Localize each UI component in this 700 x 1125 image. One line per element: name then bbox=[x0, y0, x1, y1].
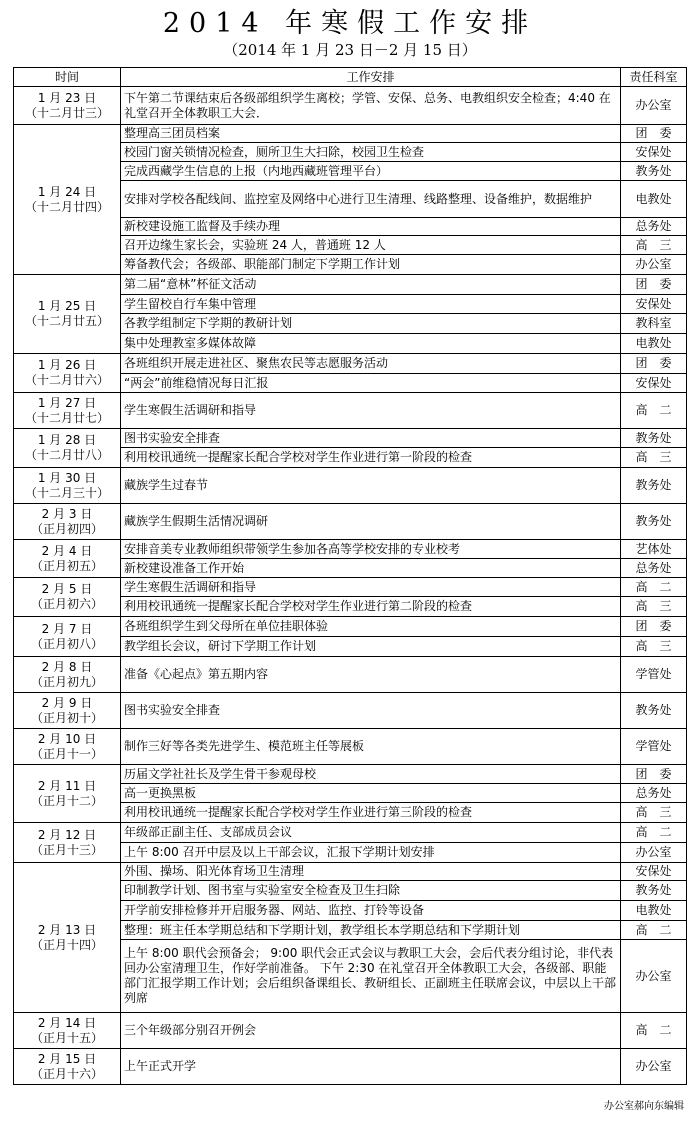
dept-cell: 教务处 bbox=[621, 693, 687, 729]
dept-cell: 办公室 bbox=[621, 87, 687, 125]
date-solar: 2 月 7 日 bbox=[41, 621, 93, 636]
date-solar: 1 月 23 日 bbox=[37, 90, 97, 105]
task-cell: 印制教学计划、图书室与实验室安全检查及卫生扫除 bbox=[121, 881, 621, 901]
table-row bbox=[14, 657, 687, 693]
date-lunar: （正月十五） bbox=[30, 1030, 103, 1045]
footer-editor: 办公室郝向东编辑 bbox=[604, 1101, 684, 1112]
table-row bbox=[14, 504, 687, 540]
task-cell: 学生寒假生活调研和指导 bbox=[121, 393, 621, 429]
date-cell bbox=[14, 823, 121, 863]
table-row bbox=[14, 617, 687, 637]
task-cell: 开学前安排检修并开启服务器、网站、监控、打铃等设备 bbox=[121, 901, 621, 921]
dept-cell: 团 委 bbox=[621, 765, 687, 784]
dept-cell: 教务处 bbox=[621, 468, 687, 504]
date-lunar: （正月初五） bbox=[30, 558, 103, 573]
date-cell bbox=[14, 125, 121, 275]
dept-cell: 团 委 bbox=[621, 275, 687, 295]
task-cell: 上午正式开学 bbox=[121, 1049, 621, 1085]
task-cell: 集中处理教室多媒体故障 bbox=[121, 334, 621, 354]
task-cell: 安排对学校各配线间、监控室及网络中心进行卫生清理、线路整理、设备维护，数据维护 bbox=[121, 181, 621, 218]
date-solar: 2 月 9 日 bbox=[41, 695, 93, 710]
date-cell bbox=[14, 429, 121, 468]
table-row bbox=[14, 354, 687, 374]
dept-cell: 艺体处 bbox=[621, 540, 687, 559]
date-cell bbox=[14, 765, 121, 823]
task-cell: 三个年级部分别召开例会 bbox=[121, 1013, 621, 1049]
dept-cell: 学管处 bbox=[621, 657, 687, 693]
dept-cell: 高 二 bbox=[621, 393, 687, 429]
date-cell bbox=[14, 578, 121, 617]
date-cell bbox=[14, 540, 121, 578]
table-row bbox=[14, 1013, 687, 1049]
task-cell: 教学组长会议，研讨下学期工作计划 bbox=[121, 637, 621, 657]
page-subtitle: （2014 年 1 月 23 日－2 月 15 日） bbox=[223, 41, 477, 59]
dept-cell: 高 三 bbox=[621, 448, 687, 468]
date-lunar: （正月十三） bbox=[30, 842, 103, 857]
task-cell: 利用校讯通统一提醒家长配合学校对学生作业进行第三阶段的检查 bbox=[121, 803, 621, 823]
date-solar: 2 月 15 日 bbox=[37, 1051, 97, 1066]
table-row bbox=[14, 393, 687, 429]
task-cell: 校园门窗关锁情况检查，厕所卫生大扫除，校园卫生检查 bbox=[121, 143, 621, 162]
date-solar: 2 月 5 日 bbox=[41, 582, 93, 596]
dept-cell: 高 三 bbox=[621, 597, 687, 617]
task-cell: 上午 8:00 召开中层及以上干部会议，汇报下学期计划安排 bbox=[121, 843, 621, 863]
date-cell bbox=[14, 354, 121, 393]
task-cell: “两会”前维稳情况每日汇报 bbox=[121, 374, 621, 393]
task-cell: 完成西藏学生信息的上报（内地西藏班管理平台） bbox=[121, 162, 621, 181]
dept-cell: 教务处 bbox=[621, 504, 687, 540]
dept-cell: 总务处 bbox=[621, 218, 687, 236]
dept-cell: 电教处 bbox=[621, 181, 687, 218]
date-solar: 2 月 11 日 bbox=[37, 778, 97, 793]
dept-cell: 高 二 bbox=[621, 1013, 687, 1049]
table-row bbox=[14, 468, 687, 504]
date-solar: 2 月 3 日 bbox=[41, 506, 93, 521]
dept-cell: 安保处 bbox=[621, 374, 687, 393]
dept-cell: 办公室 bbox=[621, 255, 687, 275]
date-lunar: （正月初六） bbox=[30, 597, 103, 611]
task-cell: 上午 8:00 职代会预备会； 9:00 职代会正式会议与教职工大会，会后代表分组讨论，非代表回办公室清理卫生，作好学前准备。 下午 2:30 在礼堂召开全体教职工大会，各级部、职能部门汇报学期工作计划；会后组织备课组长、教研组长、正副班主任联席会议，中层以上干部列席 bbox=[121, 940, 621, 1013]
table-row bbox=[14, 429, 687, 448]
dept-cell: 教务处 bbox=[621, 429, 687, 448]
date-lunar: （正月初八） bbox=[30, 636, 103, 651]
dept-cell: 教科室 bbox=[621, 314, 687, 334]
date-lunar: （十二月廿三） bbox=[24, 105, 109, 120]
task-cell: 准备《心起点》第五期内容 bbox=[121, 657, 621, 693]
task-cell: 年级部正副主任、支部成员会议 bbox=[121, 823, 621, 843]
date-lunar: （十二月三十） bbox=[24, 485, 109, 500]
task-cell: 新校建设准备工作开始 bbox=[121, 559, 621, 578]
task-cell: 图书实验安全排查 bbox=[121, 693, 621, 729]
date-cell bbox=[14, 275, 121, 354]
date-solar: 2 月 13 日 bbox=[37, 922, 97, 937]
table-row bbox=[14, 540, 687, 559]
task-cell: 各教学组制定下学期的教研计划 bbox=[121, 314, 621, 334]
dept-cell: 高 二 bbox=[621, 823, 687, 843]
date-solar: 1 月 26 日 bbox=[37, 358, 97, 372]
dept-cell: 高 三 bbox=[621, 803, 687, 823]
dept-cell: 安保处 bbox=[621, 143, 687, 162]
dept-cell: 办公室 bbox=[621, 940, 687, 1013]
task-cell: 利用校讯通统一提醒家长配合学校对学生作业进行第二阶段的检查 bbox=[121, 597, 621, 617]
dept-cell: 安保处 bbox=[621, 863, 687, 881]
date-cell bbox=[14, 468, 121, 504]
task-cell: 学生留校自行车集中管理 bbox=[121, 295, 621, 314]
table-row bbox=[14, 275, 687, 295]
date-lunar: （十二月廿六） bbox=[24, 373, 109, 387]
table-row bbox=[14, 823, 687, 843]
task-cell: 各班组织开展走进社区、聚焦农民等志愿服务活动 bbox=[121, 354, 621, 374]
dept-cell: 教务处 bbox=[621, 881, 687, 901]
dept-cell: 总务处 bbox=[621, 559, 687, 578]
date-cell bbox=[14, 87, 121, 125]
table-header-row bbox=[14, 68, 687, 87]
date-lunar: （正月十六） bbox=[30, 1066, 103, 1081]
date-solar: 2 月 4 日 bbox=[41, 543, 93, 558]
header-task: 工作安排 bbox=[121, 68, 621, 87]
date-lunar: （正月十四） bbox=[30, 937, 103, 952]
date-lunar: （十二月廿四） bbox=[24, 199, 109, 214]
schedule-body bbox=[14, 87, 687, 1085]
task-cell: 整理高三团员档案 bbox=[121, 125, 621, 143]
date-cell bbox=[14, 1013, 121, 1049]
task-cell: 藏族学生假期生活情况调研 bbox=[121, 504, 621, 540]
date-lunar: （正月十二） bbox=[30, 793, 103, 808]
schedule-table bbox=[13, 67, 687, 1085]
task-cell: 第二届“意林”杯征文活动 bbox=[121, 275, 621, 295]
date-cell bbox=[14, 657, 121, 693]
table-row bbox=[14, 1049, 687, 1085]
dept-cell: 高 三 bbox=[621, 637, 687, 657]
date-lunar: （十二月廿七） bbox=[24, 410, 109, 425]
date-solar: 1 月 27 日 bbox=[37, 395, 97, 410]
dept-cell: 教务处 bbox=[621, 162, 687, 181]
task-cell: 历届文学社社长及学生骨干参观母校 bbox=[121, 765, 621, 784]
date-solar: 1 月 28 日 bbox=[37, 433, 97, 447]
table-row bbox=[14, 693, 687, 729]
task-cell: 外围、操场、阳光体育场卫生清理 bbox=[121, 863, 621, 881]
date-lunar: （正月初九） bbox=[30, 674, 103, 689]
page-title: 2014 年寒假工作安排 bbox=[162, 8, 538, 39]
dept-cell: 总务处 bbox=[621, 784, 687, 803]
dept-cell: 团 委 bbox=[621, 617, 687, 637]
dept-cell: 团 委 bbox=[621, 354, 687, 374]
dept-cell: 团 委 bbox=[621, 125, 687, 143]
task-cell: 制作三好等各类先进学生、模范班主任等展板 bbox=[121, 729, 621, 765]
task-cell: 藏族学生过春节 bbox=[121, 468, 621, 504]
table-row bbox=[14, 729, 687, 765]
task-cell: 筹备教代会；各级部、职能部门制定下学期工作计划 bbox=[121, 255, 621, 275]
task-cell: 学生寒假生活调研和指导 bbox=[121, 578, 621, 597]
dept-cell: 电教处 bbox=[621, 334, 687, 354]
date-solar: 2 月 14 日 bbox=[37, 1015, 97, 1030]
date-solar: 2 月 12 日 bbox=[37, 827, 97, 842]
date-lunar: （正月十一） bbox=[30, 746, 103, 761]
date-cell bbox=[14, 693, 121, 729]
table-row bbox=[14, 87, 687, 125]
date-solar: 1 月 25 日 bbox=[37, 299, 97, 313]
dept-cell: 办公室 bbox=[621, 1049, 687, 1085]
date-lunar: （十二月廿八） bbox=[24, 448, 109, 462]
date-cell bbox=[14, 504, 121, 540]
date-cell bbox=[14, 617, 121, 657]
date-lunar: （十二月廿五） bbox=[24, 314, 109, 328]
dept-cell: 高 三 bbox=[621, 236, 687, 255]
date-cell bbox=[14, 863, 121, 1013]
date-cell bbox=[14, 1049, 121, 1085]
table-row bbox=[14, 863, 687, 881]
dept-cell: 安保处 bbox=[621, 295, 687, 314]
dept-cell: 学管处 bbox=[621, 729, 687, 765]
date-solar: 2 月 8 日 bbox=[41, 659, 93, 674]
dept-cell: 高 二 bbox=[621, 921, 687, 940]
task-cell: 图书实验安全排查 bbox=[121, 429, 621, 448]
dept-cell: 电教处 bbox=[621, 901, 687, 921]
date-lunar: （正月初十） bbox=[30, 710, 103, 725]
header-dept: 责任科室 bbox=[621, 68, 687, 87]
dept-cell: 办公室 bbox=[621, 843, 687, 863]
task-cell: 整理：班主任本学期总结和下学期计划，教学组长本学期总结和下学期计划 bbox=[121, 921, 621, 940]
header-time: 时间 bbox=[14, 68, 121, 87]
date-cell bbox=[14, 393, 121, 429]
date-lunar: （正月初四） bbox=[30, 521, 103, 536]
task-cell: 下午第二节课结束后各级部组织学生离校；学管、安保、总务、电教组织安全检查；4:40 在礼堂召开全体教职工大会． bbox=[121, 87, 621, 125]
date-solar: 1 月 24 日 bbox=[37, 184, 97, 199]
date-solar: 1 月 30 日 bbox=[37, 470, 97, 485]
task-cell: 安排音美专业教师组织带领学生参加各高等学校安排的专业校考 bbox=[121, 540, 621, 559]
task-cell: 新校建设施工监督及手续办理 bbox=[121, 218, 621, 236]
dept-cell: 高 二 bbox=[621, 578, 687, 597]
task-cell: 高一更换黑板 bbox=[121, 784, 621, 803]
table-row bbox=[14, 578, 687, 597]
date-cell bbox=[14, 729, 121, 765]
task-cell: 利用校讯通统一提醒家长配合学校对学生作业进行第一阶段的检查 bbox=[121, 448, 621, 468]
table-row bbox=[14, 765, 687, 784]
task-cell: 召开边缘生家长会，实验班 24 人，普通班 12 人 bbox=[121, 236, 621, 255]
table-row bbox=[14, 125, 687, 143]
task-cell: 各班组织学生到父母所在单位挂职体验 bbox=[121, 617, 621, 637]
date-solar: 2 月 10 日 bbox=[37, 731, 97, 746]
